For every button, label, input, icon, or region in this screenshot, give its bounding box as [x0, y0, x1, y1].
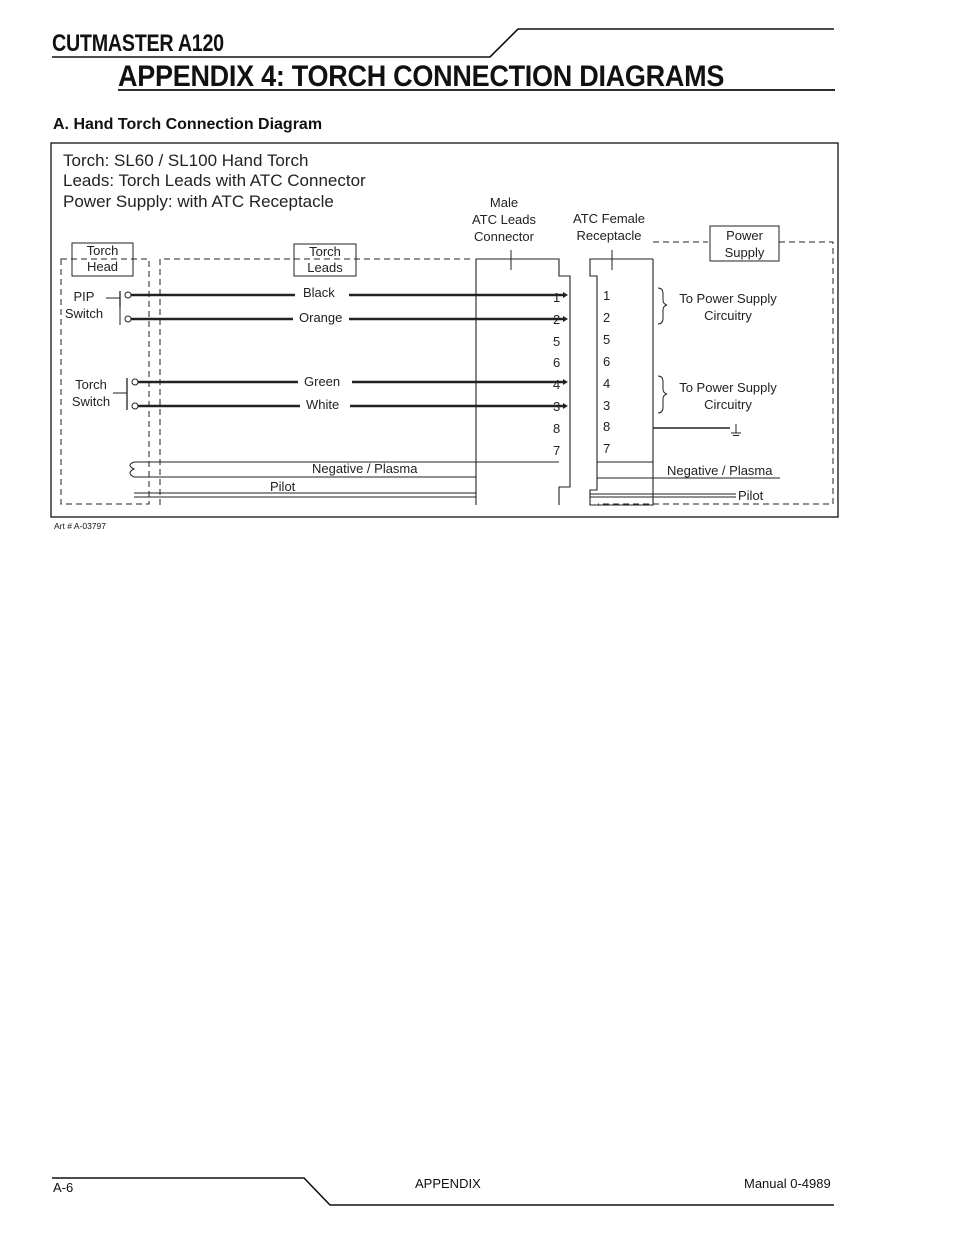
brace-2 [658, 376, 667, 413]
power-supply-label: Power Supply [724, 228, 765, 260]
male-pin: 6 [553, 355, 561, 370]
torch-description: Torch: SL60 / SL100 Hand Torch [63, 151, 309, 170]
wire-black-label: Black [303, 285, 335, 300]
male-pin: 5 [553, 334, 561, 349]
torch-switch-terminal-2 [132, 403, 138, 409]
male-pin: 7 [553, 443, 561, 458]
pilot-label-left: Pilot [270, 479, 296, 494]
footer-page-number: A-6 [53, 1180, 74, 1195]
wire-white-label: White [306, 397, 340, 412]
page-title: APPENDIX 4: TORCH CONNECTION DIAGRAMS [118, 60, 725, 93]
circuitry-label-1: To Power Supply Circuitry [679, 291, 777, 323]
product-title: CUTMASTER A120 [52, 30, 224, 57]
pip-switch-terminal-1 [125, 292, 131, 298]
male-connector-label: Male ATC Leads Connector [471, 195, 537, 244]
torch-switch-label: Torch Switch [71, 377, 111, 409]
female-pin: 5 [603, 332, 611, 347]
female-pin: 8 [603, 419, 611, 434]
negative-plasma-label-left: Negative / Plasma [312, 461, 418, 476]
torch-switch-terminal-1 [132, 379, 138, 385]
brace-1 [658, 288, 667, 324]
female-pin: 4 [603, 376, 611, 391]
negative-plasma-label-right: Negative / Plasma [667, 463, 773, 478]
male-pin: 2 [553, 312, 561, 327]
circuitry-label-2: To Power Supply Circuitry [679, 380, 777, 412]
art-number: Art # A-03797 [54, 521, 106, 531]
footer-section: APPENDIX [415, 1176, 481, 1191]
female-pin: 7 [603, 441, 611, 456]
male-pin: 4 [553, 377, 561, 392]
male-pin-arrows [563, 292, 568, 409]
female-receptacle-label: ATC Female Receptacle [573, 211, 645, 243]
female-pin: 1 [603, 288, 611, 303]
wire-orange-label: Orange [299, 310, 343, 325]
leads-description: Leads: Torch Leads with ATC Connector [63, 171, 366, 190]
section-title: A. Hand Torch Connection Diagram [53, 116, 323, 133]
female-pin: 2 [603, 310, 611, 325]
female-pin: 6 [603, 354, 611, 369]
torch-leads-label: Torch Leads [307, 244, 343, 275]
male-pin: 8 [553, 421, 561, 436]
pip-switch-terminal-2 [125, 316, 131, 322]
female-receptacle-body [590, 259, 653, 505]
footer-manual-number: Manual 0-4989 [744, 1176, 831, 1191]
wire-green-label: Green [304, 374, 341, 389]
male-pin: 3 [553, 399, 561, 414]
female-pin: 3 [603, 398, 611, 413]
supply-description: Power Supply: with ATC Receptacle [63, 192, 334, 211]
pip-switch-label: PIP Switch [64, 289, 104, 321]
male-pin: 1 [553, 290, 561, 305]
pilot-label-right: Pilot [738, 488, 764, 503]
torch-head-label: Torch Head [86, 243, 119, 274]
